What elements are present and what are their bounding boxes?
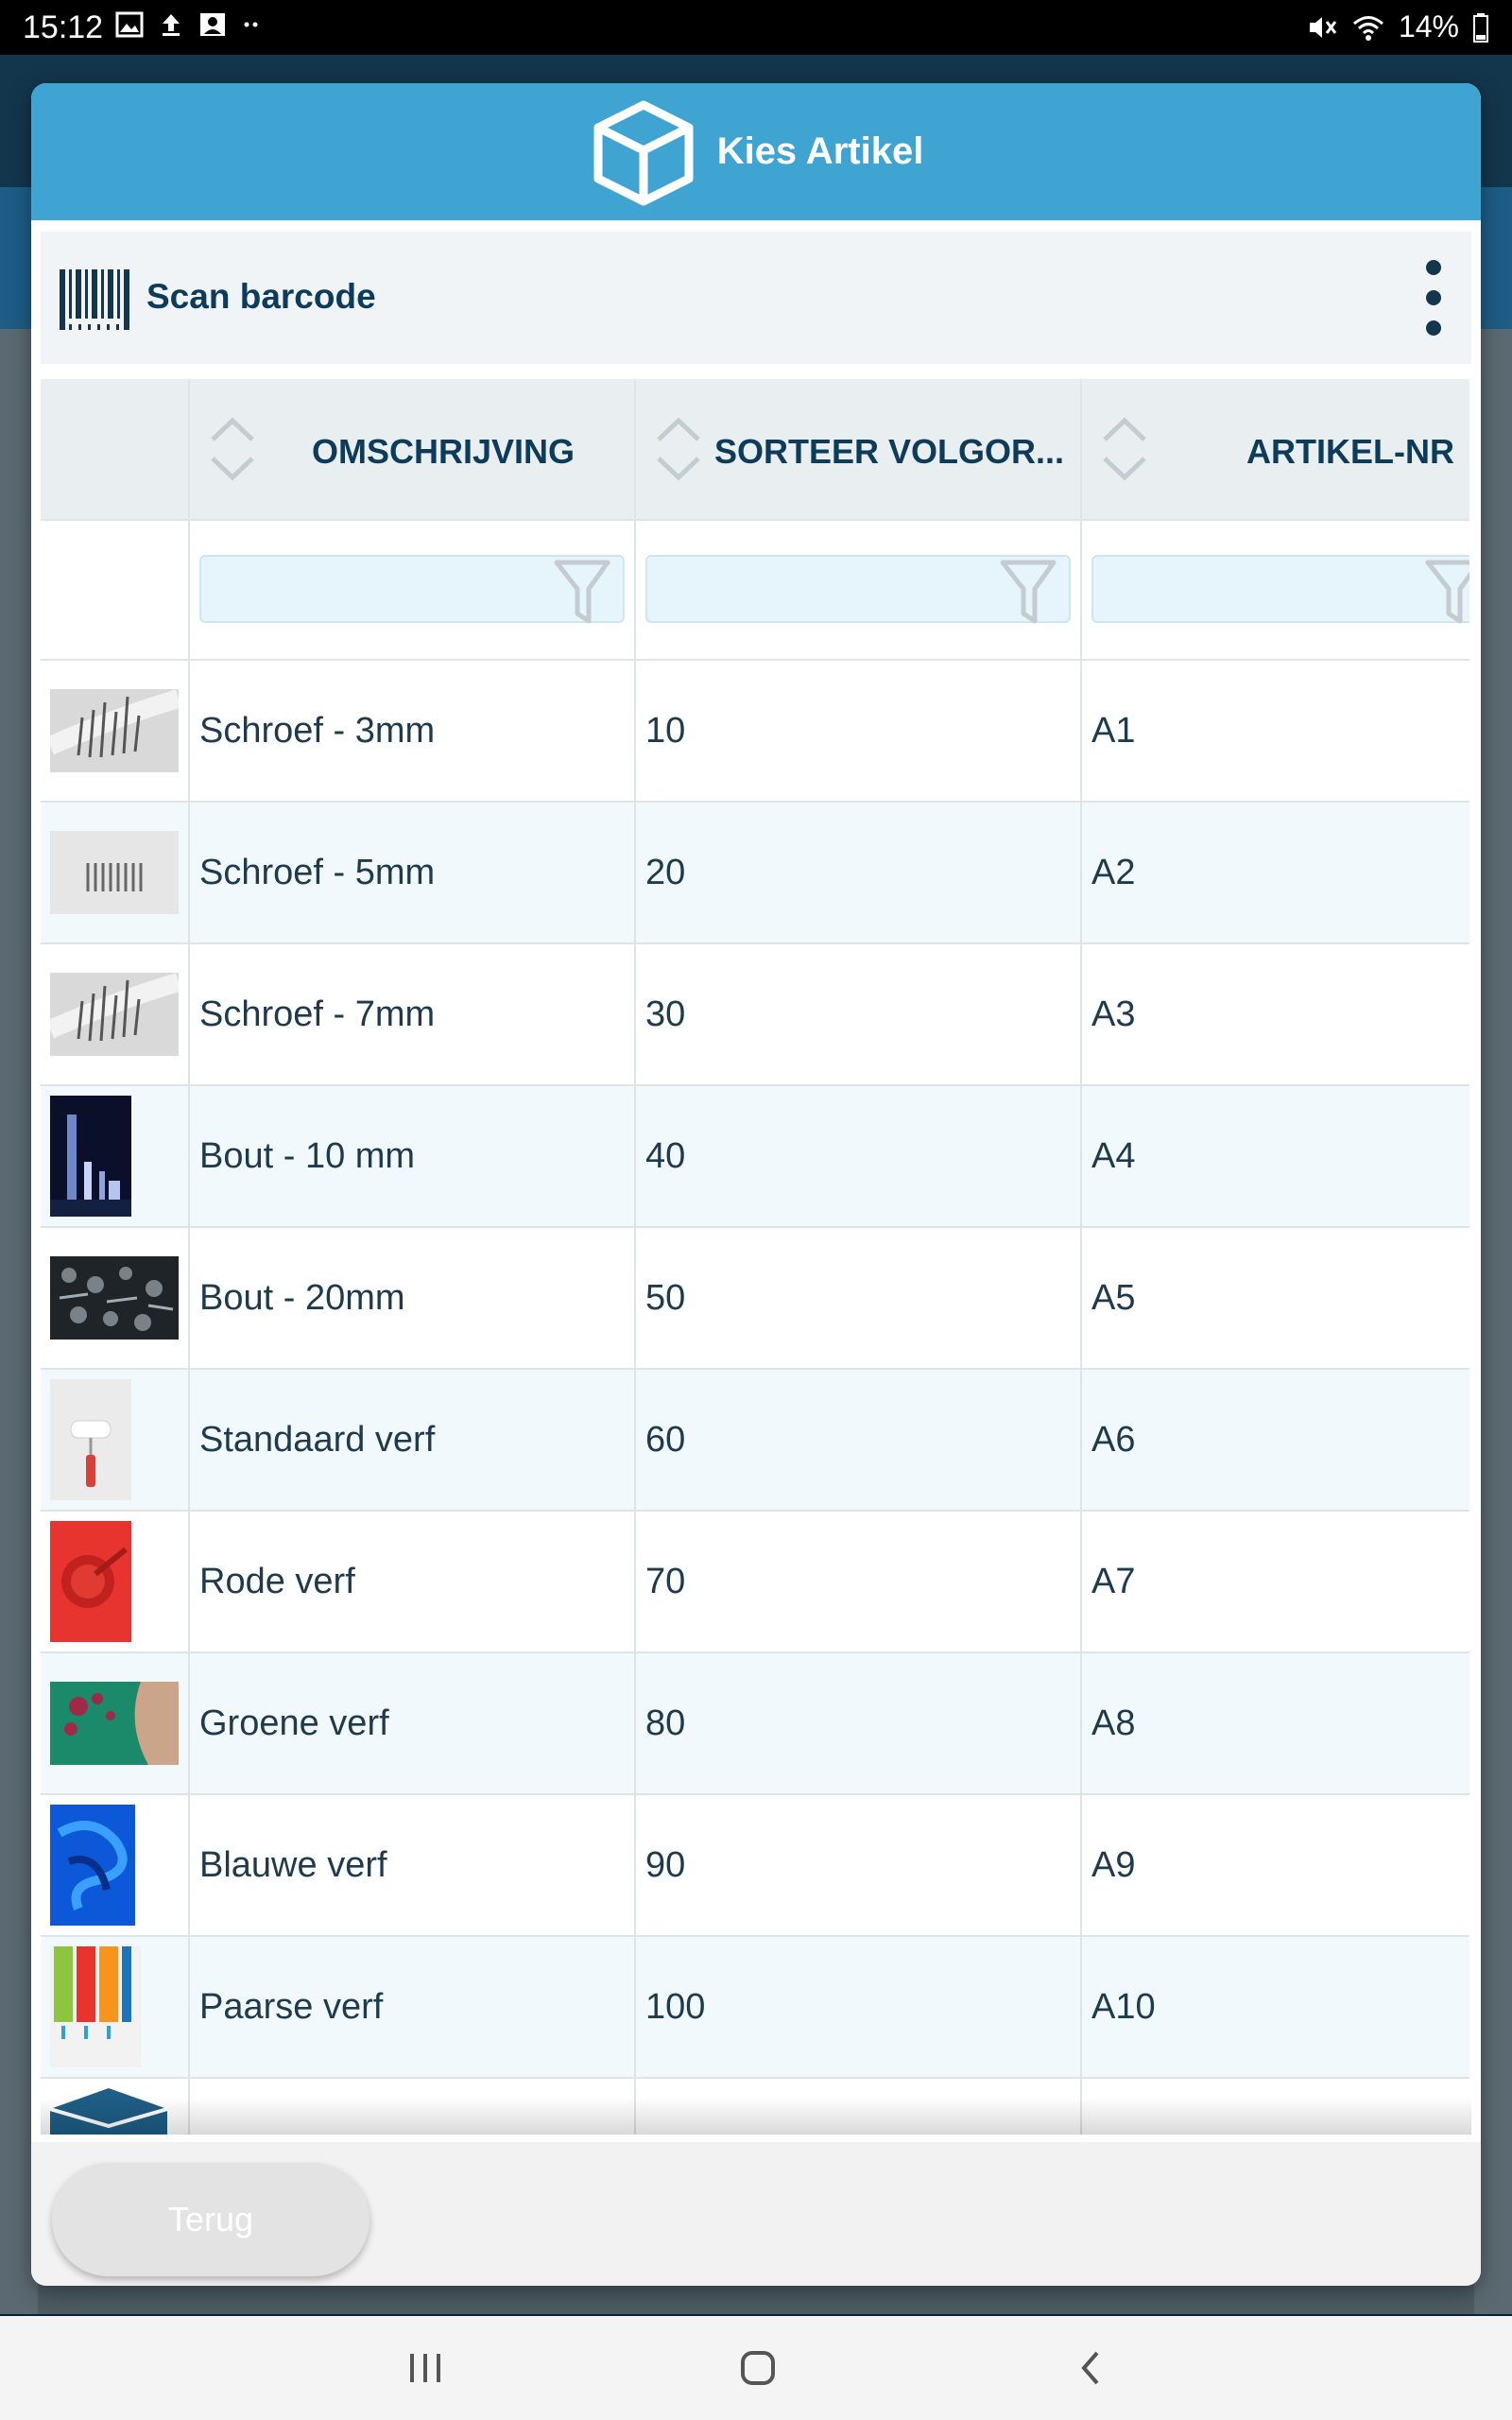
system-navigation-bar (0, 2316, 1512, 2420)
scan-barcode-label: Scan barcode (146, 277, 376, 316)
table-row[interactable] (41, 660, 1469, 802)
cell-artikel: A5 (1081, 1227, 1469, 1369)
filter-icon[interactable] (553, 559, 611, 627)
thumbnail-cell (41, 1369, 189, 1511)
cell-omschrijving: Paarse verf (189, 1936, 635, 2078)
filter-icon[interactable] (1424, 559, 1469, 627)
cell-omschrijving: Blauwe verf (189, 1794, 635, 1936)
battery-icon (1472, 12, 1489, 43)
cell-artikel: A8 (1081, 1652, 1469, 1794)
articles-table (41, 379, 1471, 2135)
filter-cell-artikel (1081, 520, 1469, 660)
table-row[interactable] (41, 1652, 1469, 1794)
filter-icon[interactable] (999, 559, 1057, 627)
thumbnail-cell (41, 1652, 189, 1794)
cell-omschrijving: Rode verf (189, 1511, 635, 1652)
filter-cell-sorteer (635, 520, 1081, 660)
recent-apps-icon[interactable] (397, 2342, 454, 2394)
filter-input-artikel[interactable] (1091, 555, 1469, 623)
red-paint-thumbnail (50, 1521, 131, 1642)
green-paint-thumbnail (50, 1682, 179, 1765)
column-header-label: ARTIKEL-NR (1246, 432, 1454, 471)
table-row[interactable] (41, 1227, 1469, 1369)
cell-omschrijving: Bout - 20mm (189, 1227, 635, 1369)
wifi-icon (1351, 13, 1385, 42)
box-icon (589, 97, 698, 207)
bolt-dark-thumbnail (50, 1096, 131, 1217)
table-row[interactable] (41, 1085, 1469, 1227)
gallery-icon (115, 11, 144, 38)
cell-artikel: A6 (1081, 1369, 1469, 1511)
more-notifications-icon (242, 11, 261, 38)
bolts-pile-thumbnail (50, 1256, 179, 1340)
cell-sorteer: 10 (635, 660, 1081, 802)
column-header-label: SORTEER VOLGOR... (713, 432, 1065, 471)
cell-artikel: A9 (1081, 1794, 1469, 1936)
thumbnail-cell (41, 1794, 189, 1936)
thumbnail-cell (41, 1085, 189, 1227)
thumbnail-cell (41, 1511, 189, 1652)
column-header-sorteer-volgorde[interactable] (635, 379, 1081, 520)
battery-percent: 14% (1398, 9, 1459, 43)
cell-sorteer: 90 (635, 1794, 1081, 1936)
cell-sorteer: 70 (635, 1511, 1081, 1652)
cell-sorteer: 30 (635, 943, 1081, 1085)
cell-omschrijving: Schroef - 5mm (189, 802, 635, 943)
table-row[interactable] (41, 943, 1469, 1085)
column-header-artikel-nr[interactable] (1081, 379, 1469, 520)
cell-sorteer: 40 (635, 1085, 1081, 1227)
cell-artikel: A2 (1081, 802, 1469, 943)
cell-artikel: A3 (1081, 943, 1469, 1085)
thumbnail-cell (41, 660, 189, 802)
cell-omschrijving: Bout - 10 mm (189, 1085, 635, 1227)
mute-icon (1306, 13, 1338, 42)
cell-sorteer: 60 (635, 1369, 1081, 1511)
dialog-title: Kies Artikel (716, 130, 924, 172)
cell-artikel: A4 (1081, 1085, 1469, 1227)
paint-roller-thumbnail (50, 1379, 131, 1500)
cell-omschrijving: Standaard verf (189, 1369, 635, 1511)
image-column-header (41, 379, 189, 520)
back-nav-icon[interactable] (1062, 2342, 1119, 2394)
cell-omschrijving: Schroef - 3mm (189, 660, 635, 802)
screws-row-thumbnail (50, 831, 179, 914)
table-row[interactable] (41, 802, 1469, 943)
paint-rollers-colors-thumbnail (50, 1946, 141, 2067)
scroll-fade (41, 2097, 1471, 2135)
filter-empty-cell (41, 520, 189, 660)
table-row[interactable] (41, 1794, 1469, 1936)
filter-cell-omschrijving (189, 520, 635, 660)
cell-sorteer: 80 (635, 1652, 1081, 1794)
sort-icon[interactable] (207, 411, 258, 487)
notification-icons (115, 11, 261, 38)
dialog-header (31, 83, 1481, 220)
back-button[interactable]: Terug (52, 2163, 369, 2276)
screws-thumbnail (50, 689, 179, 772)
scan-barcode-bar[interactable] (41, 232, 1471, 364)
filter-input-sorteer[interactable] (645, 555, 1071, 623)
dialog-footer (31, 2142, 1481, 2286)
sort-icon[interactable] (1099, 411, 1150, 487)
table-row[interactable] (41, 1369, 1469, 1511)
cell-sorteer: 100 (635, 1936, 1081, 2078)
more-vert-icon[interactable] (1415, 260, 1452, 336)
blue-paint-thumbnail (50, 1805, 135, 1926)
filter-input-omschrijving[interactable] (199, 555, 625, 623)
cell-omschrijving: Schroef - 7mm (189, 943, 635, 1085)
barcode-icon (58, 269, 133, 330)
contact-card-icon (198, 11, 227, 38)
status-time: 15:12 (23, 9, 104, 45)
kies-artikel-dialog (31, 83, 1481, 2286)
column-header-label: OMSCHRIJVING (311, 432, 576, 471)
cell-artikel: A1 (1081, 660, 1469, 802)
sort-icon[interactable] (653, 411, 704, 487)
thumbnail-cell (41, 1936, 189, 2078)
table-row[interactable] (41, 1511, 1469, 1652)
column-header-omschrijving[interactable] (189, 379, 635, 520)
thumbnail-cell (41, 1227, 189, 1369)
upload-icon (159, 11, 183, 38)
screws-thumbnail (50, 973, 179, 1056)
system-icons (1306, 9, 1489, 44)
cell-artikel: A10 (1081, 1936, 1469, 2078)
cell-artikel: A7 (1081, 1511, 1469, 1652)
cell-sorteer: 20 (635, 802, 1081, 943)
status-bar (0, 0, 1512, 55)
cell-sorteer: 50 (635, 1227, 1081, 1369)
thumbnail-cell (41, 802, 189, 943)
cell-omschrijving: Groene verf (189, 1652, 635, 1794)
thumbnail-cell (41, 943, 189, 1085)
home-icon[interactable] (730, 2342, 786, 2394)
table-row[interactable] (41, 1936, 1469, 2078)
